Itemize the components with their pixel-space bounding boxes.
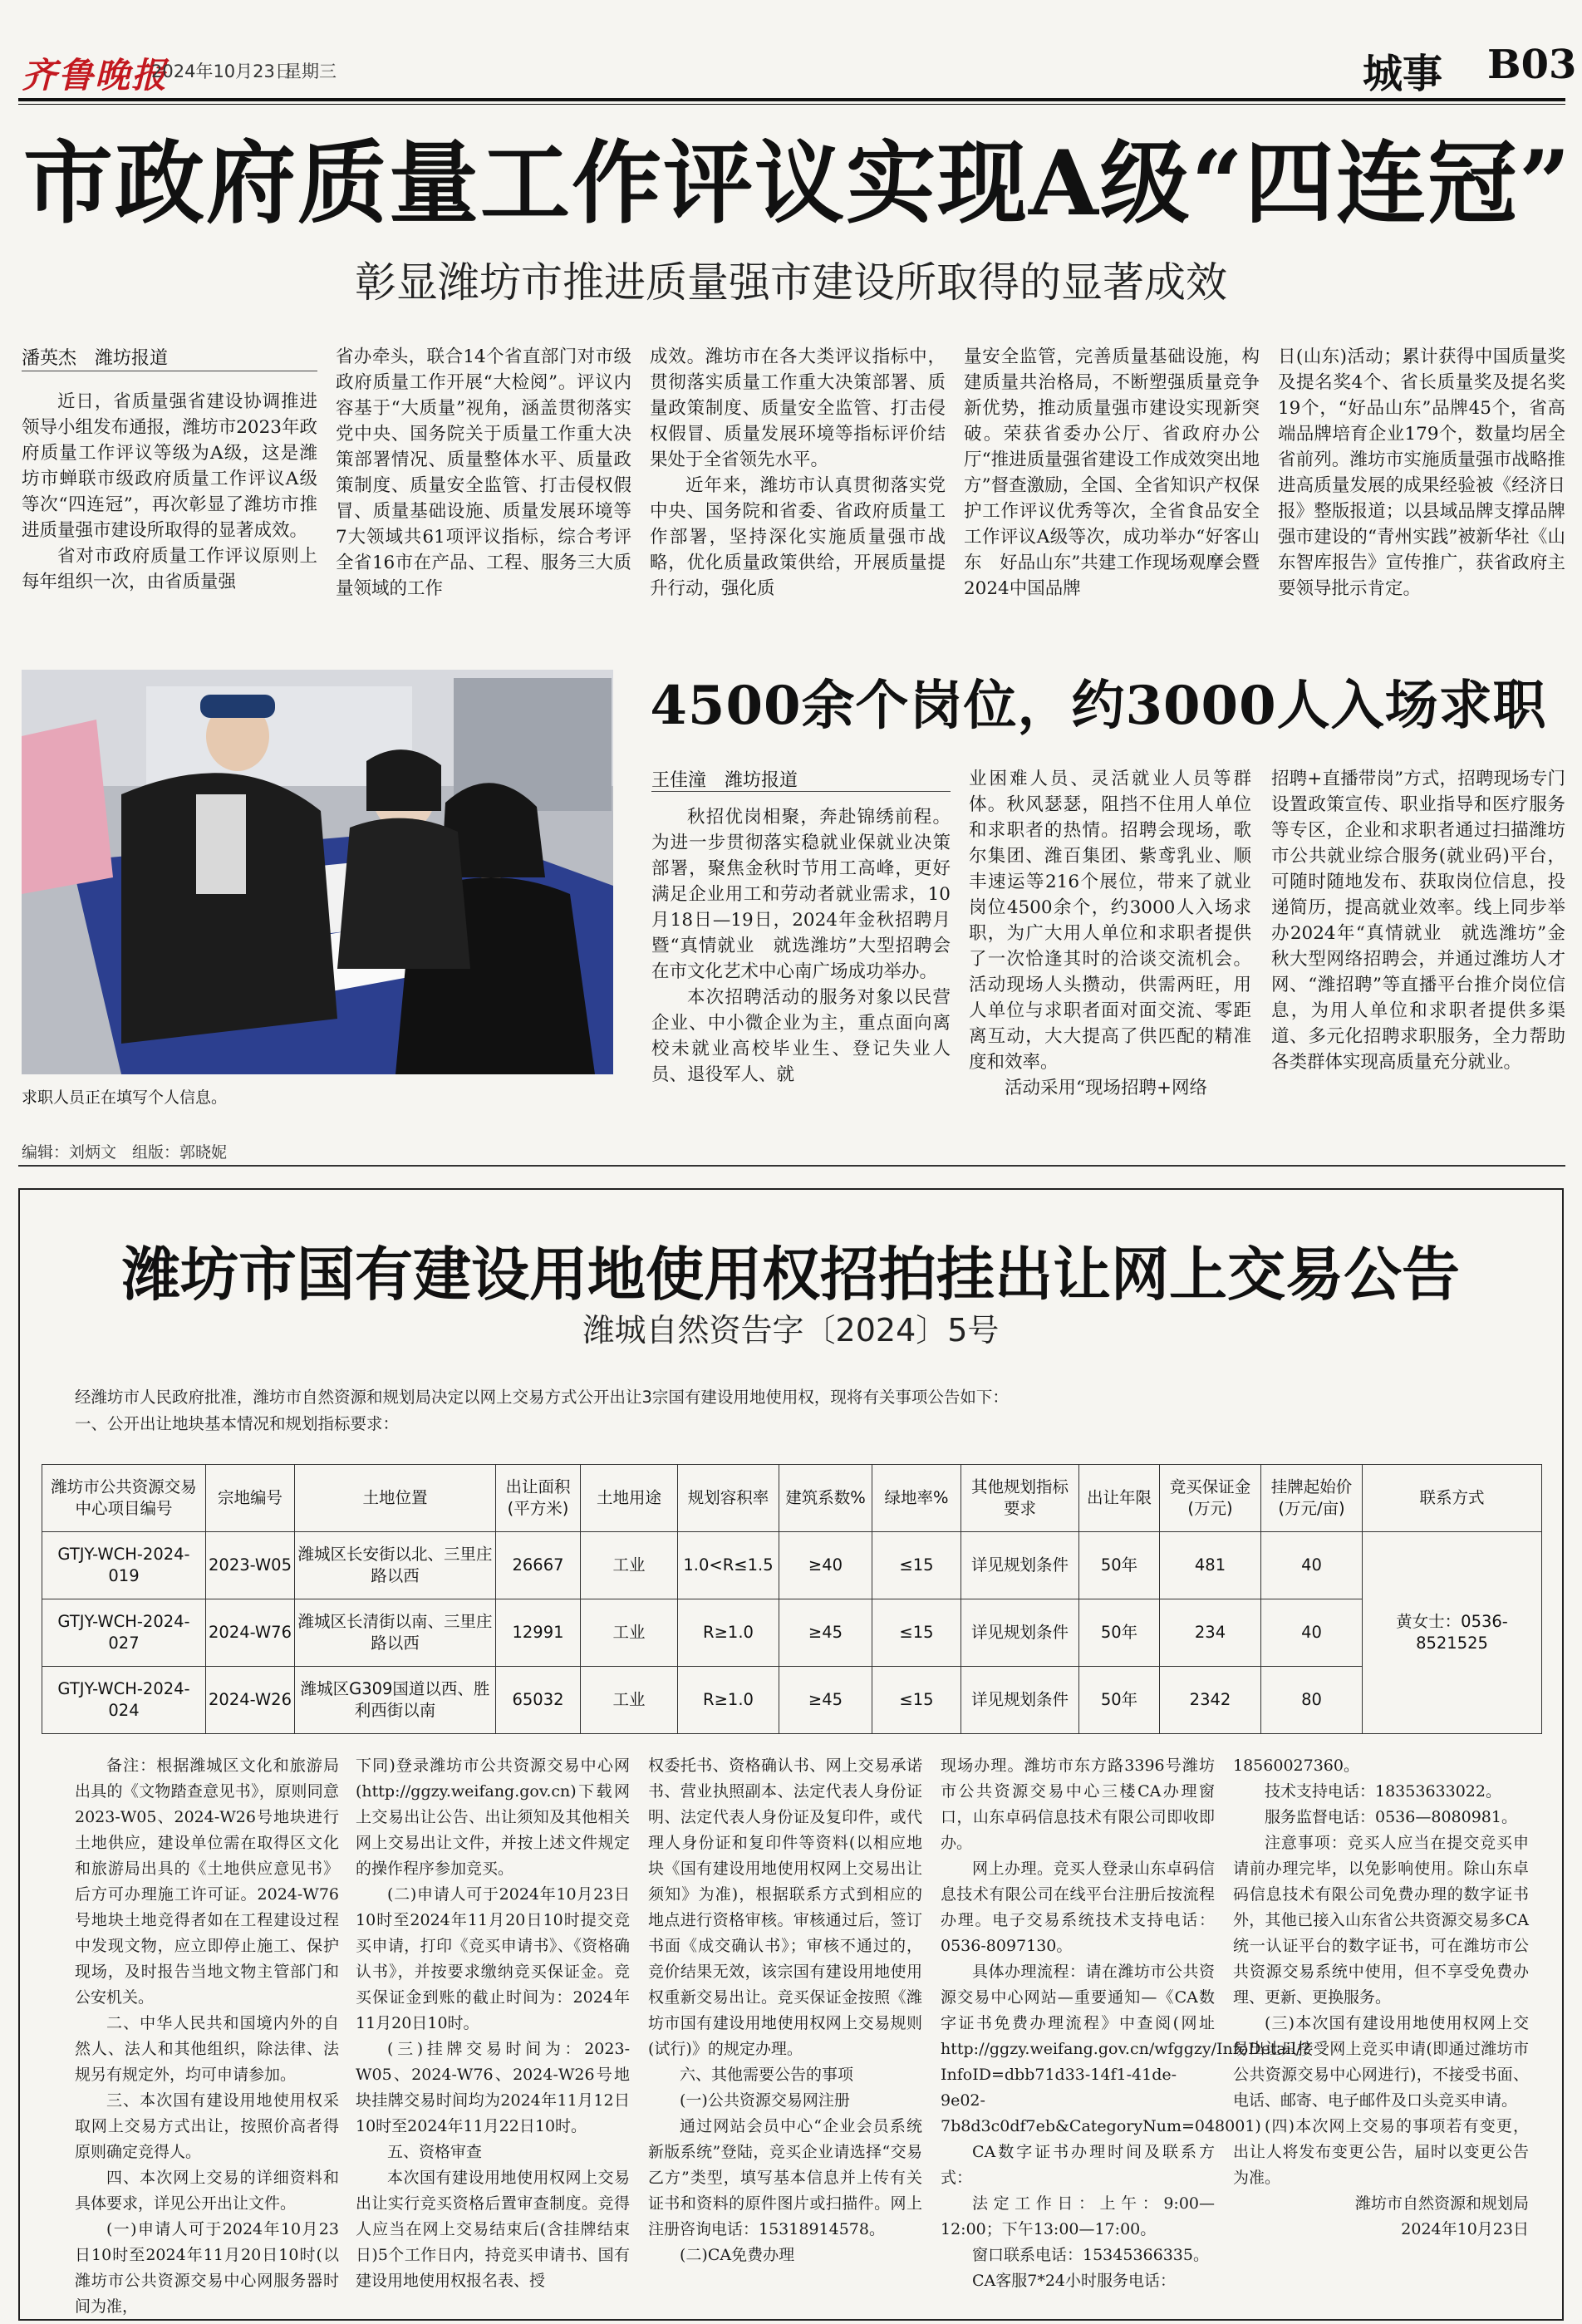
cell-usage: 工业 xyxy=(581,1667,678,1734)
notice-col5: 18560027360。 技术支持电话：18353633022。 服务监督电话：0536—8080981。 注意事项：竞买人应当在提交竞买申请前办理完毕，以免影响使用。除山东卓码信息技术有限公司免费办理的数字证书外，其他已接入山东省公共资源交易多CA统一认证平台的数字证书，可在潍坊市公共资源交易系统中使用，但不享受免费办理、更新、更换服务。 (三)本次国有建设用地使用权网上交易出让只接受网上竞买申请(即通过潍坊市公共资源交易中心网进行)，不接受书面、电话、邮寄、电子邮件及口头竞买申请。 (四)本次网上交易的事项若有变更，出让人将发布变更公告，届时以变更公告为准。 潍坊市自然资源和规划局 2024年10月23日 xyxy=(1233,1753,1529,2243)
th-other-requirements: 其他规划指标要求 xyxy=(961,1465,1079,1532)
notice-col2: 下同)登录潍坊市公共资源交易中心网(http://ggzy.weifang.gov.cn)下载网上交易出让公告、出让须知及其他相关网上交易出让文件，并按上述文件规定的操作程序参加竞买。 (二)申请人可于2024年10月23日10时至2024年11月20日10时提交竞买申请，打印《竞买申请书》、《资格确认书》，并按要求缴纳竞买保证金。竞买保证金到账的截止时间为：2024年11月20日10时。 (三)挂牌交易时间为：2023-W05、2024-W76、2024-W26号地块挂牌交易时间均为2024年11月12日10时至2024年11月22日10时。 五、资格审查 本次国有建设用地使用权网上交易出让实行竞买资格后置审查制度。竞得人应当在网上交易结束后(含挂牌结束日)5个工作日内，持竞买申请书、国有建设用地使用权报名表、授 xyxy=(356,1757,630,2290)
page-number: B03 xyxy=(1487,42,1577,88)
header-rule xyxy=(18,98,1565,101)
cell-location: 潍城区G309国道以西、胜利西街以南 xyxy=(295,1667,496,1734)
th-deposit: 竞买保证金(万元) xyxy=(1160,1465,1261,1532)
cell-term: 50年 xyxy=(1079,1667,1160,1734)
cell-other: 详见规划条件 xyxy=(961,1667,1079,1734)
notice-title: 潍坊市国有建设用地使用权招拍挂出让网上交易公告 xyxy=(122,1240,1460,1309)
th-term: 出让年限 xyxy=(1079,1465,1160,1532)
article2-headline: 4500余个岗位，约3000人入场求职 xyxy=(650,675,1547,737)
cell-start-price: 80 xyxy=(1261,1667,1363,1734)
cell-other: 详见规划条件 xyxy=(961,1599,1079,1667)
cell-far: 1.0<R≤1.5 xyxy=(678,1532,779,1599)
notice-intro-section1: 一、公开出让地块基本情况和规划指标要求： xyxy=(75,1414,400,1433)
cell-coverage: ≥45 xyxy=(779,1599,872,1667)
notice-intro: 经潍坊市人民政府批准，潍坊市自然资源和规划局决定以网上交易方式公开出让3宗国有建设用地使用权，现将有关事项公告如下： xyxy=(75,1388,1009,1407)
cell-parcel-no: 2024-W26 xyxy=(206,1667,295,1734)
th-green-ratio: 绿地率% xyxy=(872,1465,961,1532)
cell-green: ≤15 xyxy=(872,1599,961,1667)
header-rule-thin xyxy=(18,104,1565,105)
table-row xyxy=(42,1532,1542,1599)
th-parcel-no: 宗地编号 xyxy=(206,1465,295,1532)
cell-area: 65032 xyxy=(496,1667,581,1734)
cell-start-price: 40 xyxy=(1261,1532,1363,1599)
article2-col1: 秋招优岗相聚，奔赴锦绣前程。为进一步贯彻落实稳就业保就业决策部署，聚焦金秋时节用工高峰，更好满足企业用工和劳动者就业需求，10月18日—19日，2024年金秋招聘月暨“真情就业 就选潍坊”大型招聘会在市文化艺术中心南广场成功举办。 本次招聘活动的服务对象以民营企业、中小微企业为主，重点面向离校未就业高校毕业生、登记失业人员、退役军人、就 xyxy=(651,807,951,1085)
cell-project-no: GTJY-WCH-2024-019 xyxy=(42,1532,206,1599)
article1-headline: 市政府质量工作评议实现A级“四连冠” xyxy=(23,131,1573,236)
table-row xyxy=(42,1667,1542,1734)
cell-deposit: 481 xyxy=(1160,1532,1261,1599)
table-header-row xyxy=(42,1465,1542,1532)
cell-far: R≥1.0 xyxy=(678,1599,779,1667)
byline-rule-2 xyxy=(651,791,951,792)
section-divider xyxy=(18,1165,1565,1167)
cell-green: ≤15 xyxy=(872,1667,961,1734)
table-row xyxy=(42,1599,1542,1667)
article2-col3: 招聘+直播带岗”方式，招聘现场专门设置政策宣传、职业指导和医疗服务等专区，企业和求职者通过扫描潍坊市公共就业综合服务(就业码)平台，可随时随地发布、获取岗位信息，投递简历，提高就业效率。线上同步举办2024年“真情就业 就选潍坊”金秋大型网络招聘会，并通过潍坊人才网、“潍招聘”等直播平台推介岗位信息，为用人单位和求职者提供多渠道、多元化招聘求职服务，全力帮助各类群体实现高质量充分就业。 xyxy=(1271,769,1565,1073)
cell-start-price: 40 xyxy=(1261,1599,1363,1667)
notice-col1: 备注：根据潍城区文化和旅游局出具的《文物踏查意见书》，原则同意2023-W05、2024-W26号地块进行土地供应，建设单位需在取得区文化和旅游局出具的《土地供应意见书》后方可办理施工许可证。2024-W76号地块土地竞得者如在工程建设过程中发现文物，应立即停止施工、保护现场，及时报告当地文物主管部门和公安机关。 二、中华人民共和国境内外的自然人、法人和其他组织，除法律、法规另有规定外，均可申请参加。 三、本次国有建设用地使用权采取网上交易方式出让，按照价高者得原则确定竞得人。 四、本次网上交易的详细资料和具体要求，详见公开出让文件。 (一)申请人可于2024年10月23日10时至2024年11月20日10时(以潍坊市公共资源交易中心网服务器时间为准， xyxy=(75,1757,339,2316)
cell-deposit: 234 xyxy=(1160,1599,1261,1667)
cell-green: ≤15 xyxy=(872,1532,961,1599)
cell-location: 潍城区长清街以南、三里庄路以西 xyxy=(295,1599,496,1667)
job-fair-photo xyxy=(22,670,613,1074)
notice-signature-org: 潍坊市自然资源和规划局 xyxy=(1354,2194,1529,2213)
cell-parcel-no: 2023-W05 xyxy=(206,1532,295,1599)
cell-project-no: GTJY-WCH-2024-027 xyxy=(42,1599,206,1667)
cell-far: R≥1.0 xyxy=(678,1667,779,1734)
th-start-price: 挂牌起始价(万元/亩) xyxy=(1261,1465,1363,1532)
th-usage: 土地用途 xyxy=(581,1465,678,1532)
section-name: 城事 xyxy=(1363,51,1443,97)
cell-project-no: GTJY-WCH-2024-024 xyxy=(42,1667,206,1734)
cell-term: 50年 xyxy=(1079,1532,1160,1599)
cell-term: 50年 xyxy=(1079,1599,1160,1667)
masthead-logo: 齐鲁晚报 xyxy=(22,55,169,96)
issue-date: 2024年10月23日 xyxy=(151,61,292,81)
photo-caption: 求职人员正在填写个人信息。 xyxy=(22,1088,228,1107)
editor-credit: 编辑：刘炳文 组版：郭晓妮 xyxy=(22,1143,228,1162)
cell-area: 26667 xyxy=(496,1532,581,1599)
notice-doc-number: 潍城自然资告字〔2024〕5号 xyxy=(582,1312,1000,1349)
th-area: 出让面积(平方米) xyxy=(496,1465,581,1532)
th-building-coverage: 建筑系数% xyxy=(779,1465,872,1532)
cell-parcel-no: 2024-W76 xyxy=(206,1599,295,1667)
article2-col2: 业困难人员、灵活就业人员等群体。秋风瑟瑟，阻挡不住用人单位和求职者的热情。招聘会现场，歌尔集团、潍百集团、紫鸢乳业、顺丰速运等216个展位，带来了就业岗位4500余个，约3000人入场求职，为广大用人单位和求职者提供了一次恰逢其时的洽谈交流机会。活动现场人头攒动，供需两旺，用人单位与求职者面对面交流、零距离互动，大大提高了供匹配的精准度和效率。 活动采用“现场招聘+网络 xyxy=(969,769,1251,1098)
issue-weekday: 星期三 xyxy=(284,61,337,81)
cell-location: 潍城区长安街以北、三里庄路以西 xyxy=(295,1532,496,1599)
th-project-no: 潍坊市公共资源交易中心项目编号 xyxy=(42,1465,206,1532)
notice-col4: 现场办理。潍坊市东方路3396号潍坊市公共资源交易中心三楼CA办理窗口，山东卓码信息技术有限公司即收即办。 网上办理。竞买人登录山东卓码信息技术有限公司在线平台注册后按流程办理。电子交易系统技术支持电话：0536-8097130。 具体办理流程：请在潍坊市公共资源交易中心网站—重要通知—《CA数字证书免费办理流程》中查阅(网址http://ggzy.weifang.gov.cn/wfggzy/InfoDetail/?InfoID=dbb71d33-14f1-41de-9e02-7b8d3c0df7eb&CategoryNum=048001) CA数字证书办理时间及联系方式： 法定工作日：上午：9:00—12:00；下午13:00—17:00。 窗口联系电话：15345366335。 CA客服7*24小时服务电话： xyxy=(941,1757,1310,2290)
article1-col1: 近日，省质量强省建设协调推进领导小组发布通报，潍坊市2023年政府质量工作评议等级为A级，这是潍坊市蝉联市级政府质量工作评议A级等次“四连冠”，再次彰显了潍坊市推进质量强市建设所取得的显著成效。 省对市政府质量工作评议原则上每年组织一次，由省质量强 xyxy=(22,391,317,592)
cell-deposit: 2342 xyxy=(1160,1667,1261,1734)
notice-signature-date: 2024年10月23日 xyxy=(1401,2220,1529,2238)
cell-area: 12991 xyxy=(496,1599,581,1667)
cell-coverage: ≥40 xyxy=(779,1532,872,1599)
cell-other: 详见规划条件 xyxy=(961,1532,1079,1599)
land-parcel-table xyxy=(42,1464,1542,1734)
article1-col2: 省办牵头，联合14个省直部门对市级政府质量工作开展“大检阅”。评议内容基于“大质量”视角，涵盖贯彻落实党中央、国务院关于质量工作重大决策部署情况、质量整体水平、质量政策制度、质量安全监管、打击侵权假冒、质量基础设施、质量发展环境等7大领域共61项评议指标，综合考评全省16市在产品、工程、服务三大质量领域的工作 xyxy=(336,346,631,599)
article1-col3: 成效。潍坊市在各大类评议指标中，贯彻落实质量工作重大决策部署、质量政策制度、质量安全监管、打击侵权假冒、质量发展环境等指标评价结果处于全省领先水平。 近年来，潍坊市认真贯彻落实党中央、国务院和省委、省政府质量工作部署，坚持深化实施质量强市战略，优化质量政策供给，开展质量提升行动，强化质 xyxy=(650,346,946,599)
article1-col5: 日(山东)活动；累计获得中国质量奖及提名奖4个、省长质量奖及提名奖19个，“好品山东”品牌45个，省高端品牌培育企业179个，数量均居全省前列。潍坊市实施质量强市战略推进高质量发展的成果经验被《经济日报》整版报道；以县域品牌支撑品牌强市建设的“青州实践”被新华社《山东智库报告》宣传推广，获省政府主要领导批示肯定。 xyxy=(1278,346,1565,599)
article1-byline: 潘英杰 潍坊报道 xyxy=(22,348,169,369)
th-location: 土地位置 xyxy=(295,1465,496,1532)
article1-col4: 量安全监管，完善质量基础设施，构建质量共治格局，不断塑强质量竞争新优势，推动质量强市建设实现新突破。荣获省委办公厅、省政府办公厅“推进质量强省建设工作成效突出地方”督查激励，全国、全省知识产权保护工作评议优秀等次，全省食品安全工作评议A级等次，成功举办“好客山东 好品山东”共建工作现场观摩会暨2024中国品牌 xyxy=(964,346,1260,599)
cell-coverage: ≥45 xyxy=(779,1667,872,1734)
article2-byline: 王佳潼 潍坊报道 xyxy=(651,770,798,791)
cell-usage: 工业 xyxy=(581,1532,678,1599)
cell-usage: 工业 xyxy=(581,1599,678,1667)
th-contact: 联系方式 xyxy=(1363,1465,1542,1532)
cell-contact: 黄女士：0536-8521525 xyxy=(1363,1532,1542,1734)
notice-col3: 权委托书、资格确认书、网上交易承诺书、营业执照副本、法定代表人身份证明、法定代表人身份证及复印件，或代理人身份证和复印件等资料(以相应地块《国有建设用地使用权网上交易出让须知》为准)，根据联系方式到相应的地点进行资格审核。审核通过后，签订书面《成交确认书》；审核不通过的，竞价结果无效，该宗国有建设用地使用权重新交易出让。竞买保证金按照《潍坊市国有建设用地使用权网上交易规则(试行)》的规定办理。 六、其他需要公告的事项 (一)公共资源交易网注册 通过网站会员中心“企业会员系统新版系统”登陆，竞买企业请选择“交易乙方”类型，填写基本信息并上传有关证书和资料的原件图片或扫描件。网上注册咨询电话：15318914578。 (二)CA免费办理 xyxy=(648,1757,922,2264)
th-far: 规划容积率 xyxy=(678,1465,779,1532)
article1-subhead: 彰显潍坊市推进质量强市建设所取得的显著成效 xyxy=(355,258,1227,307)
job-fair-photo-illustration xyxy=(22,670,613,1074)
